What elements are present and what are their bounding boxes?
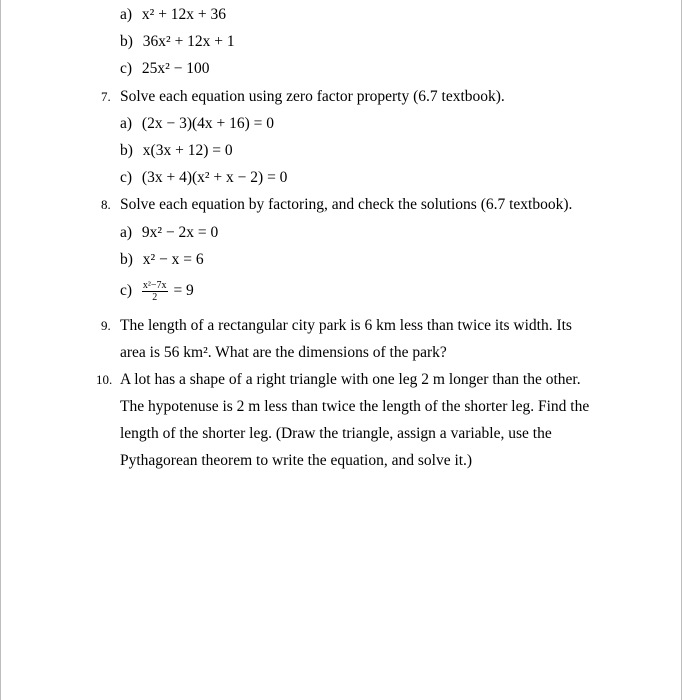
math-expression: (3x + 4)(x² + x − 2) = 0 xyxy=(141,169,288,186)
item-label: b) xyxy=(120,251,133,268)
problem8-item-c xyxy=(120,280,194,303)
item-label: c) xyxy=(120,169,133,186)
item-label: a) xyxy=(120,224,133,241)
problem7-item-a xyxy=(120,114,274,134)
math-expression: 25x² − 100 xyxy=(141,60,210,77)
problem8-number: 8. xyxy=(101,197,111,212)
problem7-number: 7. xyxy=(101,89,111,104)
problem7-item-c xyxy=(120,168,287,188)
math-expression: x² − x = 6 xyxy=(142,251,204,268)
math-expression: x² + 12x + 36 xyxy=(141,6,227,23)
problem6-item-a xyxy=(120,5,226,25)
math-expression: 36x² + 12x + 1 xyxy=(142,33,235,50)
math-expression: = 9 xyxy=(173,282,194,300)
problem10-line1: A lot has a shape of a right triangle with one leg 2 m longer than the other. xyxy=(120,371,581,388)
math-expression: 9x² − 2x = 0 xyxy=(141,224,219,241)
fraction-numerator: x²−7x xyxy=(142,280,167,291)
problem7-item-b xyxy=(120,141,233,161)
fraction-denominator: 2 xyxy=(152,292,158,303)
problem9-line1: The length of a rectangular city park is 6 km less than twice its width. Its xyxy=(120,317,572,334)
problem10-line4: Pythagorean theorem to write the equation, and solve it.) xyxy=(120,452,473,469)
item-label: b) xyxy=(120,33,133,50)
item-label: a) xyxy=(120,115,133,132)
math-expression: (2x − 3)(4x + 16) = 0 xyxy=(141,115,275,132)
problem8-item-a xyxy=(120,223,218,243)
item-label: c) xyxy=(120,282,133,300)
problem10-line3: length of the shorter leg. (Draw the triangle, assign a variable, use the xyxy=(120,425,552,442)
problem7-text: Solve each equation using zero factor property (6.7 textbook). xyxy=(120,88,505,105)
fraction xyxy=(142,280,168,303)
problem8-text: Solve each equation by factoring, and check the solutions (6.7 textbook). xyxy=(120,196,573,213)
problem8-item-b xyxy=(120,250,204,270)
problem6-item-b xyxy=(120,32,235,52)
math-expression: x(3x + 12) = 0 xyxy=(142,142,233,159)
item-label: a) xyxy=(120,6,133,23)
page-border-right xyxy=(681,0,682,700)
problem10-number: 10. xyxy=(96,372,113,387)
problem9-number: 9. xyxy=(101,318,111,333)
problem10-line2: The hypotenuse is 2 m less than twice the length of the shorter leg. Find the xyxy=(120,398,590,415)
item-label: c) xyxy=(120,60,133,77)
page-border-left xyxy=(0,0,1,700)
problem6-item-c xyxy=(120,59,210,79)
item-label: b) xyxy=(120,142,133,159)
problem9-line2: area is 56 km². What are the dimensions of the park? xyxy=(120,344,447,361)
